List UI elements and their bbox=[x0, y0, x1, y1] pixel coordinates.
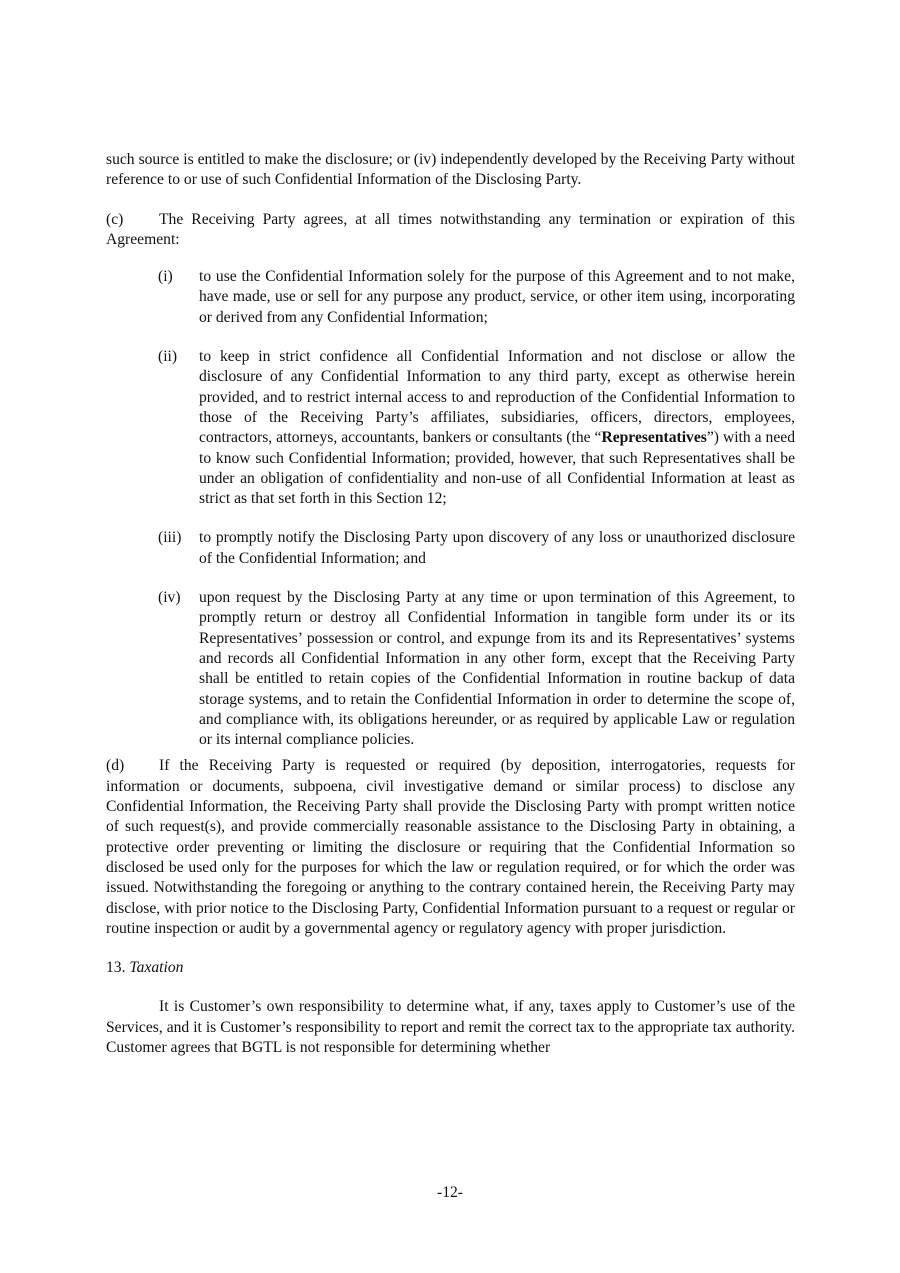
page-number: -12- bbox=[437, 1184, 463, 1201]
list-item-ii-text-before: to keep in strict confidence all Confidential Information and not disclose or allow the disclosure of any Confidential Information to any third party, except as otherwise herein provided, and to restrict internal access to and reproduction of the Confidential Information to those of the Receiving Party’s affiliates, subsidiaries, officers, directors, employees, contractors, attorneys, accountants, bankers or consultants (the “ bbox=[199, 348, 795, 447]
paragraph-d bbox=[106, 756, 795, 939]
list-item-iv bbox=[158, 588, 795, 750]
list-item-ii-text-after: ”) with a need to know such Confidential Information; provided, however, that such Representatives shall be under an obligation of confidentiality and non-use of all Confidential Information at least as strict as that set forth in this Section 12; bbox=[199, 429, 795, 508]
page-body bbox=[106, 150, 795, 1058]
paragraph-c bbox=[106, 210, 795, 251]
paragraph-c-marker: (c) bbox=[106, 210, 124, 228]
defined-term-representatives: Representatives bbox=[601, 429, 707, 447]
section-13-heading bbox=[106, 958, 795, 978]
list-item-i-number: (i) bbox=[158, 268, 173, 286]
section-13-title: Taxation bbox=[129, 959, 184, 977]
list-item-i-text: to use the Confidential Information solely for the purpose of this Agreement and to not make, have made, use or sell for any purpose any product, service, or other item using, incorporating or derived from any Confidential Information; bbox=[199, 268, 795, 326]
paragraph-d-marker: (d) bbox=[106, 757, 125, 775]
list-item-ii-text bbox=[199, 347, 795, 509]
paragraph-c-text: The Receiving Party agrees, at all times notwithstanding any termination or expiration of this Agreement: bbox=[106, 210, 795, 248]
list-item-ii bbox=[158, 347, 795, 509]
continuation-paragraph: such source is entitled to make the disclosure; or (iv) independently developed by the Receiving Party without reference to or use of such Confidential Information of the Disclosing Party. bbox=[106, 151, 795, 189]
section-13-paragraph: It is Customer’s own responsibility to determine what, if any, taxes apply to Customer’s use of the Services, and it is Customer’s responsibility to report and remit the correct tax to the appropriate tax authority. Customer agrees that BGTL is not responsible for determining whether bbox=[106, 998, 795, 1056]
list-item-iii bbox=[158, 528, 795, 569]
list-item-ii-number: (ii) bbox=[158, 348, 178, 366]
list-item-iv-number: (iv) bbox=[158, 589, 181, 607]
paragraph-d-text: If the Receiving Party is requested or required (by deposition, interrogatories, requests for information or documents, subpoena, civil investigative demand or similar process) to disclose any Confidential Information, the Receiving Party shall provide the Disclosing Party with prompt written notice of such request(s), and provide commercially reasonable assistance to the Disclosing Party in obtaining, a protective order preventing or limiting the disclosure or requiring that the Confidential Information so disclosed be used only for the purposes for which the law or regulation required, or for which the order was issued. Notwithstanding the foregoing or anything to the contrary contained herein, the Receiving Party may disclose, with prior notice to the Disclosing Party, Confidential Information pursuant to a request or regular or routine inspection or audit by a governmental agency or regulatory agency with proper jurisdiction. bbox=[106, 757, 795, 937]
list-item-iv-text: upon request by the Disclosing Party at any time or upon termination of this Agreement, to promptly return or destroy all Confidential Information in tangible form under its or its Representatives’ possession or control, and expunge from its and its Representatives’ systems and records all Confidential Information in any other form, except that the Receiving Party shall be entitled to retain copies of the Confidential Information in routine backup of data storage systems, and to retain the Confidential Information in order to determine the scope of, and compliance with, its obligations hereunder, or as required by applicable Law or regulation or its internal compliance policies. bbox=[199, 589, 795, 749]
list-item-i bbox=[158, 267, 795, 328]
list-item-iii-number: (iii) bbox=[158, 529, 182, 547]
section-13-number: 13. bbox=[106, 959, 126, 977]
list-item-iii-text: to promptly notify the Disclosing Party upon discovery of any loss or unauthorized disclosure of the Confidential Information; and bbox=[199, 529, 795, 567]
